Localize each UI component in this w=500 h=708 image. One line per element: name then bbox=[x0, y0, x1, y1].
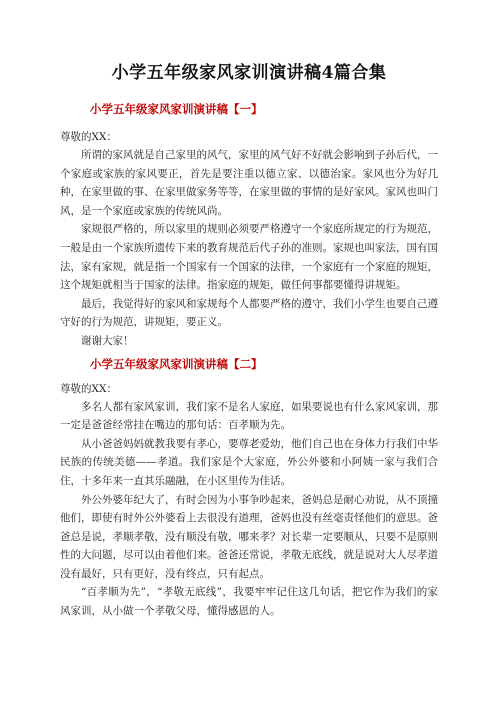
section-1-salutation: 尊敬的XX： bbox=[60, 131, 117, 143]
section-2-heading: 小学五年级家风家训演讲稿【二】 bbox=[90, 356, 263, 371]
section-2-paragraph-2: 从小爸爸妈妈就教我要有孝心，要尊老爱幼，他们自己也在身体力行我们中华民族的传统美德——孝道。我们家是个大家庭，外公外婆和小阿姨一家与我们合住，十多年来一直其乐融融，在小区里传为佳话。 bbox=[60, 437, 438, 487]
section-1-paragraph-1: 所谓的家风就是自己家里的风气，家里的风气好不好就会影响到子孙后代，一个家庭或家族的家风要正，首先是要注重以德立家、以德治家。家风也分为好几种，在家里做的事、在家里做家务等等，在家里做的事情的是好家风。家风也叫门风，是一个家庭或家族的传统风尚。 bbox=[60, 149, 438, 217]
section-1-paragraph-2: 家规很严格的，所以家里的规则必须要严格遵守一个家庭所规定的行为规范，一般是由一个家族所遗传下来的教育规范后代子孙的准则。家规也叫家法，国有国法，家有家规，就是指一个国家有一个国家的法律，一个家庭有一个家庭的规矩，这个规矩就相当于国家的法律。指家庭的规矩，做任何事都要懂得讲规矩。 bbox=[60, 223, 438, 292]
section-2-paragraph-4: “百孝顺为先”，“孝敬无底线”，我要牢牢记住这几句话，把它作为我们的家风家训，从小做一个孝敬父母，懂得感恩的人。 bbox=[60, 586, 438, 618]
section-2-paragraph-3: 外公外婆年纪大了，有时会因为小事争吵起来，爸妈总是耐心劝说，从不顶撞他们，即使有时外公外婆看上去很没有道理，爸妈也没有丝毫责怪他们的意思。爸爸总是说，孝顺孝敬，没有顺没有敬，哪来孝？对长辈一定要顺从，只要不是原则性的大问题，尽可以由着他们来。爸爸还常说，孝敬无底线，就是说对大人尽孝道没有最好，只有更好，没有终点，只有起点。 bbox=[60, 493, 438, 580]
section-1-closing: 谢谢大家！ bbox=[81, 334, 134, 347]
section-2-paragraph-1: 多名人都有家风家训，我们家不是名人家庭，如果要说也有什么家风家训，那一定是爸爸经常挂在嘴边的那句话：百孝顺为先。 bbox=[60, 400, 438, 432]
section-1-heading: 小学五年级家风家训演讲稿【一】 bbox=[90, 102, 263, 116]
document-title: 小学五年级家风家训演讲稿4篇合集 bbox=[111, 63, 387, 83]
section-2-salutation: 尊敬的XX： bbox=[60, 382, 117, 395]
section-1-paragraph-3: 最后，我觉得好的家风和家规每个人都要严格的遵守，我们小学生也要自己遵守好的行为规范，讲规矩，要正义。 bbox=[60, 297, 438, 329]
